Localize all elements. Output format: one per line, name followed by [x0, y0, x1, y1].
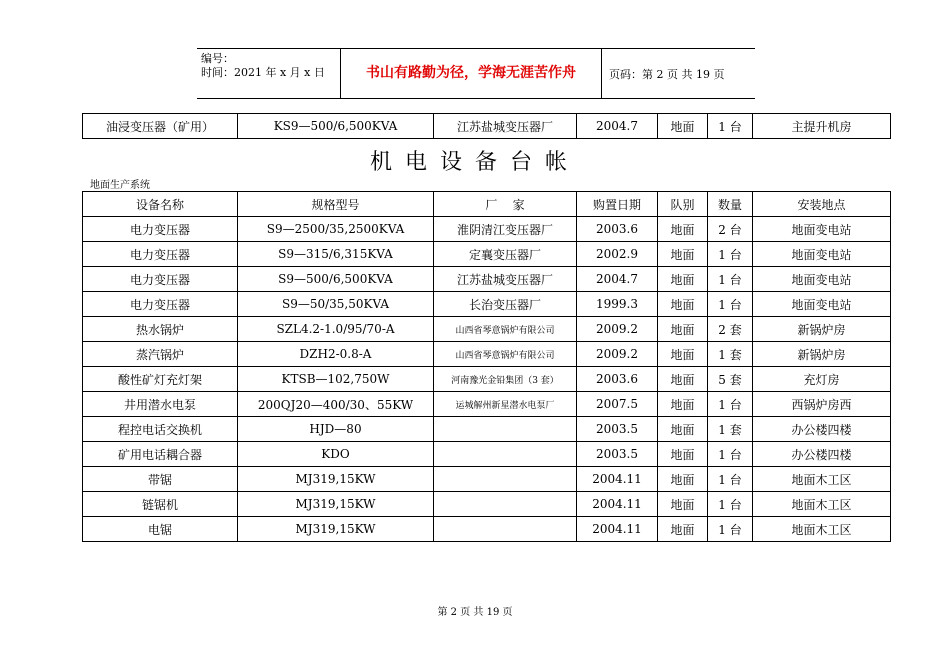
time-label: 时间：2021 年 x 月 x 日: [201, 66, 325, 79]
table-cell: 地面变电站: [753, 242, 891, 267]
table-cell: 电锯: [83, 517, 238, 542]
table-row: [83, 517, 891, 542]
page-title: 机电设备台帐: [369, 150, 580, 175]
table-cell: KDO: [238, 442, 434, 467]
table-cell: 1 台: [708, 517, 753, 542]
table-cell: 5 套: [708, 367, 753, 392]
table-cell: 江苏盐城变压器厂: [434, 114, 577, 139]
table-cell: 西锅炉房西: [753, 392, 891, 417]
table-cell: 2002.9: [577, 242, 658, 267]
table-row: [83, 392, 891, 417]
table-cell: MJ319,15KW: [238, 492, 434, 517]
table-cell: 带锯: [83, 467, 238, 492]
table-cell: HJD—80: [238, 417, 434, 442]
table-row: [83, 492, 891, 517]
table-cell: 2007.5: [577, 392, 658, 417]
table-cell: 电力变压器: [83, 217, 238, 242]
document-header: [197, 48, 755, 99]
table-cell: 井用潜水电泵: [83, 392, 238, 417]
table-cell: S9—2500/35,2500KVA: [238, 217, 434, 242]
table-cell: 矿用电话耦合器: [83, 442, 238, 467]
table-cell: 办公楼四楼: [753, 417, 891, 442]
table-cell: MJ319,15KW: [238, 517, 434, 542]
number-label: 编号：: [201, 52, 234, 65]
table-cell: 地面: [658, 217, 708, 242]
table-cell: 2004.7: [577, 267, 658, 292]
table-cell: 新锅炉房: [753, 317, 891, 342]
table-cell: 淮阴清江变压器厂: [434, 217, 577, 242]
table-cell: 河南豫光金铅集团（3 套）: [434, 367, 577, 392]
table-cell: 2004.11: [577, 467, 658, 492]
table-cell: 充灯房: [753, 367, 891, 392]
table-row: [83, 242, 891, 267]
column-header: 规格型号: [238, 192, 434, 217]
column-header: 厂 家: [434, 192, 577, 217]
table-cell: 山西省琴意锅炉有限公司: [434, 342, 577, 367]
table-row: [83, 114, 891, 139]
table-cell: 2003.5: [577, 442, 658, 467]
table-cell: 2 套: [708, 317, 753, 342]
table-cell: 2004.11: [577, 517, 658, 542]
table-cell: 地面: [658, 114, 708, 139]
table-row: [83, 417, 891, 442]
table-row: [83, 342, 891, 367]
table-cell: 1 套: [708, 342, 753, 367]
table-cell: 2004.11: [577, 492, 658, 517]
table-cell: 油浸变压器（矿用）: [83, 114, 238, 139]
table-row: [83, 267, 891, 292]
table-cell: 1 台: [708, 292, 753, 317]
table-cell: 2004.7: [577, 114, 658, 139]
table-cell: 2003.6: [577, 217, 658, 242]
table-cell: 地面: [658, 467, 708, 492]
table-cell: 地面: [658, 342, 708, 367]
table-cell: 1 台: [708, 442, 753, 467]
top-table: [82, 113, 891, 139]
table-cell: DZH2-0.8-A: [238, 342, 434, 367]
table-cell: 定襄变压器厂: [434, 242, 577, 267]
table-cell: 电力变压器: [83, 242, 238, 267]
table-cell: 地面: [658, 417, 708, 442]
header-page-label: 页码：第 2 页 共 19 页: [609, 68, 725, 81]
table-cell: KTSB—102,750W: [238, 367, 434, 392]
column-header: 购置日期: [577, 192, 658, 217]
table-cell: 1 台: [708, 267, 753, 292]
table-row: [83, 442, 891, 467]
table-cell: 电力变压器: [83, 292, 238, 317]
table-cell: 地面变电站: [753, 292, 891, 317]
table-cell: 链锯机: [83, 492, 238, 517]
table-cell: 2009.2: [577, 342, 658, 367]
table-row: [83, 467, 891, 492]
table-cell: MJ319,15KW: [238, 467, 434, 492]
table-cell: KS9—500/6,500KVA: [238, 114, 434, 139]
table-cell: [434, 517, 577, 542]
table-cell: 1 台: [708, 242, 753, 267]
section-label: 地面生产系统: [90, 180, 150, 191]
column-header: 设备名称: [83, 192, 238, 217]
table-cell: 1 台: [708, 114, 753, 139]
table-body: [83, 217, 891, 542]
table-cell: 1 台: [708, 492, 753, 517]
header-meta: [197, 49, 340, 98]
table-cell: [434, 492, 577, 517]
column-header: 安装地点: [753, 192, 891, 217]
table-cell: 1 台: [708, 467, 753, 492]
table-cell: 地面变电站: [753, 267, 891, 292]
column-header: 数量: [708, 192, 753, 217]
table-cell: 1 套: [708, 417, 753, 442]
table-cell: 200QJ20—400/30、55KW: [238, 392, 434, 417]
table-row: [83, 292, 891, 317]
table-cell: 山西省琴意锅炉有限公司: [434, 317, 577, 342]
table-cell: 蒸汽锅炉: [83, 342, 238, 367]
table-cell: S9—50/35,50KVA: [238, 292, 434, 317]
table-cell: 地面木工区: [753, 492, 891, 517]
table-cell: 2009.2: [577, 317, 658, 342]
column-header: 队别: [658, 192, 708, 217]
table-cell: 2003.6: [577, 367, 658, 392]
table-cell: S9—500/6,500KVA: [238, 267, 434, 292]
table-cell: 运城解州新星潜水电泵厂: [434, 392, 577, 417]
table-cell: 江苏盐城变压器厂: [434, 267, 577, 292]
table-cell: 地面: [658, 392, 708, 417]
table-cell: 2 台: [708, 217, 753, 242]
table-cell: 1999.3: [577, 292, 658, 317]
table-cell: 地面: [658, 292, 708, 317]
table-cell: [434, 442, 577, 467]
table-cell: 2003.5: [577, 417, 658, 442]
table-cell: 酸性矿灯充灯架: [83, 367, 238, 392]
table-cell: 地面木工区: [753, 467, 891, 492]
table-cell: S9—315/6,315KVA: [238, 242, 434, 267]
table-cell: 地面: [658, 267, 708, 292]
table-cell: 地面: [658, 367, 708, 392]
table-cell: 程控电话交换机: [83, 417, 238, 442]
table-cell: 1 台: [708, 392, 753, 417]
table-cell: 地面: [658, 492, 708, 517]
table-cell: 热水锅炉: [83, 317, 238, 342]
table-cell: 电力变压器: [83, 267, 238, 292]
table-cell: 地面变电站: [753, 217, 891, 242]
table-row: [83, 367, 891, 392]
table-cell: SZL4.2-1.0/95/70-A: [238, 317, 434, 342]
header-motto: 书山有路勤为径，学海无涯苦作舟: [340, 49, 602, 98]
table-cell: 地面木工区: [753, 517, 891, 542]
table-cell: [434, 467, 577, 492]
table-header-row: [83, 192, 891, 217]
table-row: [83, 217, 891, 242]
table-cell: 地面: [658, 517, 708, 542]
table-cell: 新锅炉房: [753, 342, 891, 367]
page-footer: 第 2 页 共 19 页: [437, 607, 513, 618]
table-cell: 主提升机房: [753, 114, 891, 139]
table-cell: 地面: [658, 317, 708, 342]
table-cell: 地面: [658, 442, 708, 467]
table-cell: 办公楼四楼: [753, 442, 891, 467]
equipment-table: [82, 191, 891, 542]
table-cell: 长治变压器厂: [434, 292, 577, 317]
table-cell: 地面: [658, 242, 708, 267]
table-cell: [434, 417, 577, 442]
table-row: [83, 317, 891, 342]
